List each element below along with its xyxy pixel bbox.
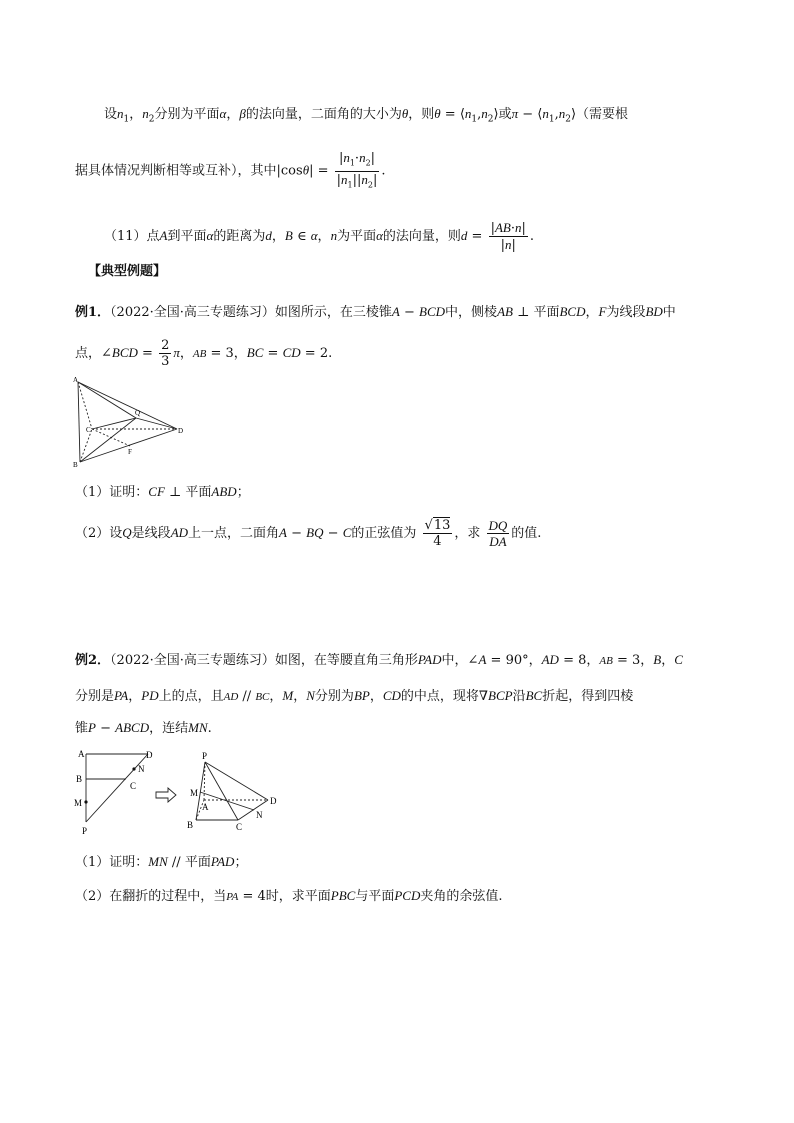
text: （1）证明： <box>75 485 149 500</box>
label-N2: N <box>256 810 263 820</box>
arrow-icon <box>156 788 176 802</box>
fraction: $\frac{√13}{4}$ <box>424 518 451 549</box>
text: 例2． <box>75 653 111 668</box>
text: 与平面 <box>355 889 395 904</box>
label-D: D <box>146 750 153 760</box>
label-C2: C <box>236 822 243 832</box>
text: （1）证明： <box>75 855 149 870</box>
formula-line-1: 设$n_1$，$n_2$分别为平面α，β的法向量，二面角的大小为θ，则$\theta = ⟨n_1,n_2⟩$或$\pi - ⟨n_1,n_2⟩$（需要根 <box>104 106 629 125</box>
item-11: （11）点A到平面α的距离为d，B ∈ α，n为平面α的法向量，则d = $\frac{|AB\cdot n|}{|n|}$ . <box>104 220 535 253</box>
label-M2: M <box>190 788 199 798</box>
fraction: $\frac{2}{3}$ <box>161 338 170 369</box>
label-D2: D <box>270 796 277 806</box>
text: 中 <box>662 305 676 320</box>
label-C: C <box>86 426 91 434</box>
section-header: 【典型例题】 <box>88 264 167 279</box>
text: ， <box>585 305 599 320</box>
text: 如图所示，在三棱锥 <box>274 305 392 320</box>
text: （11）点 <box>104 229 160 244</box>
example2-line-3: 锥P − ABCD，连结MN. <box>75 720 212 736</box>
example1-q2: （2）设Q是线段AD上一点，二面角A − BQ − C的正弦值为 $\frac{√13}{4}$ ，求 $\frac{DQ}{DA}$ 的值. <box>75 518 542 549</box>
text: 为平面 <box>337 229 377 244</box>
text: 夹角的余弦值. <box>420 889 503 904</box>
fraction: $\frac{|n_1\cdot n_2|}{|n_1||n_2|}$ <box>336 150 378 190</box>
math: n <box>117 106 124 121</box>
label-A2: A <box>202 802 209 812</box>
text: 中， <box>441 653 468 668</box>
label-Q: Q <box>135 409 141 417</box>
text: （2）在翻折的过程中，当 <box>75 889 227 904</box>
example2-q2: （2）在翻折的过程中，当PA = 4时，求平面PBC与平面PCD夹角的余弦值. <box>75 888 503 904</box>
text: 例1． <box>75 305 111 320</box>
text: 或 <box>498 107 512 122</box>
label-P2: P <box>202 751 208 761</box>
text: 的正弦值为 <box>351 526 417 541</box>
example1-figure <box>72 374 192 470</box>
text: 到平面 <box>167 229 207 244</box>
text: 如图，在等腰直角三角形 <box>274 653 418 668</box>
text: 的距离为 <box>213 229 266 244</box>
text: 为线段 <box>606 305 646 320</box>
label-B2: B <box>187 820 194 830</box>
example1-q1: （1）证明：CF ⊥ 平面ABD； <box>75 484 250 500</box>
example1-line-1: 例1．（2022·全国·高三专题练习）如图所示，在三棱锥A − BCD中，侧棱AB ⊥ 平面BCD，F为线段BD中 <box>75 304 676 320</box>
text: 锥 <box>75 721 89 736</box>
text: 点， <box>75 346 102 361</box>
text: 据具体情况判断相等或互补），其中 <box>75 163 277 179</box>
example2-q1: （1）证明：MN // 平面PAD； <box>75 854 248 870</box>
label-F: F <box>128 448 132 456</box>
text: 设 <box>104 107 118 122</box>
label-A: A <box>73 376 79 384</box>
example2-line-2: 分别是PA，PD上的点，且AD // BC，M，N分别为BP，CD的中点，现将∇BCP沿BC折起，得到四棱 <box>75 688 634 704</box>
text: （2022·全国·高三专题练习） <box>110 653 275 668</box>
text: ，求 <box>454 526 481 541</box>
text: 沿 <box>512 689 526 704</box>
text: 平面 <box>533 305 560 320</box>
text: 分别为 <box>314 689 354 704</box>
label-D: D <box>178 427 184 435</box>
text: 的法向量，则 <box>382 229 461 244</box>
example1-line-2: 点，∠BCD = $\frac{2}{3}$ π，AB = 3，BC = CD = 2. <box>75 338 333 369</box>
text: 分别是 <box>75 689 115 704</box>
text: 是线段 <box>131 526 171 541</box>
text: 的中点，现将 <box>400 689 479 704</box>
label-M: M <box>74 798 83 808</box>
text: 的值. <box>511 526 542 541</box>
text: 的法向量，二面角的大小为 <box>245 107 402 122</box>
label-B: B <box>76 774 83 784</box>
text: 上一点，二面角 <box>188 526 280 541</box>
label-A: A <box>78 749 85 759</box>
fraction: $\frac{DQ}{DA}$ <box>488 518 508 549</box>
example2-line-1: 例2．（2022·全国·高三专题练习）如图，在等腰直角三角形PAD中，∠A = 90°，AD = 8，AB = 3，B，C <box>75 652 683 668</box>
label-N: N <box>138 764 145 774</box>
text: 平面 <box>185 485 212 500</box>
text: （2022·全国·高三专题练习） <box>110 305 275 320</box>
fraction: $\frac{|AB\cdot n|}{|n|}$ <box>490 220 526 253</box>
text: （2）设 <box>75 526 123 541</box>
text: 中，侧棱 <box>445 305 498 320</box>
text: 分别为平面 <box>154 107 220 122</box>
text: 上的点，且 <box>158 689 224 704</box>
label-P: P <box>82 826 88 836</box>
formula-line-2: 据具体情况判断相等或互补），其中|cosθ| = $\frac{|n_1\cdot n_2|}{|n_1||n_2|}$ . <box>75 150 386 192</box>
label-C: C <box>130 781 137 791</box>
label-B: B <box>73 461 78 469</box>
text: ，则 <box>408 107 435 122</box>
example2-figure <box>72 748 292 840</box>
text: 时，求平面 <box>265 889 331 904</box>
text: ，连结 <box>149 721 189 736</box>
text: 平面 <box>184 855 211 870</box>
text: 折起，得到四棱 <box>542 689 634 704</box>
text: （需要根 <box>576 107 629 122</box>
